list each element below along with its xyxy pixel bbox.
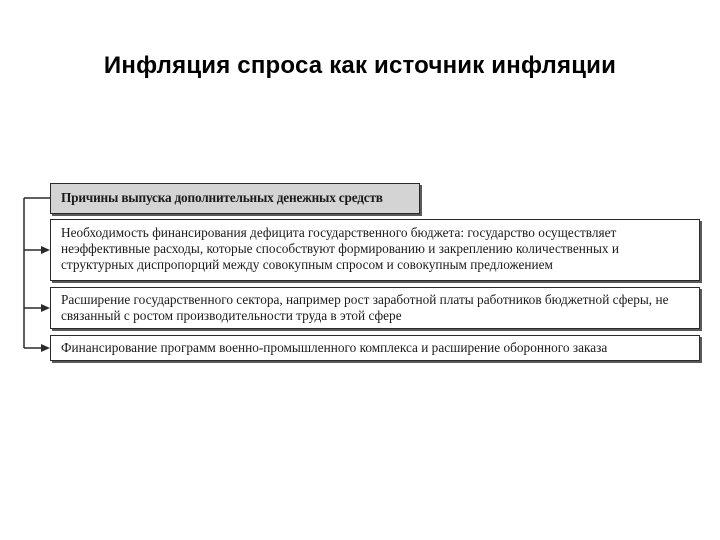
arrowhead-2 bbox=[41, 304, 50, 312]
cause-box-3: Финансирование программ военно-промышленного комплекса и расширение оборонного заказа bbox=[50, 335, 700, 361]
cause-box-1: Необходимость финансирования дефицита государственного бюджета: государство осуществляет неэффективные расходы, которые способствуют формированию и закреплению количественных и структурных диспропорций между совокупным спросом и совокупным предложением bbox=[50, 219, 700, 281]
slide-title: Инфляция спроса как источник инфляции bbox=[103, 52, 617, 79]
cause-box-2: Расширение государственного сектора, например рост заработной платы работников бюджетной сферы, не связанный с ростом производительности труда в этой сфере bbox=[50, 287, 700, 329]
header-box: Причины выпуска дополнительных денежных средств bbox=[50, 183, 420, 214]
arrowhead-1 bbox=[41, 246, 50, 254]
arrowhead-3 bbox=[41, 344, 50, 352]
